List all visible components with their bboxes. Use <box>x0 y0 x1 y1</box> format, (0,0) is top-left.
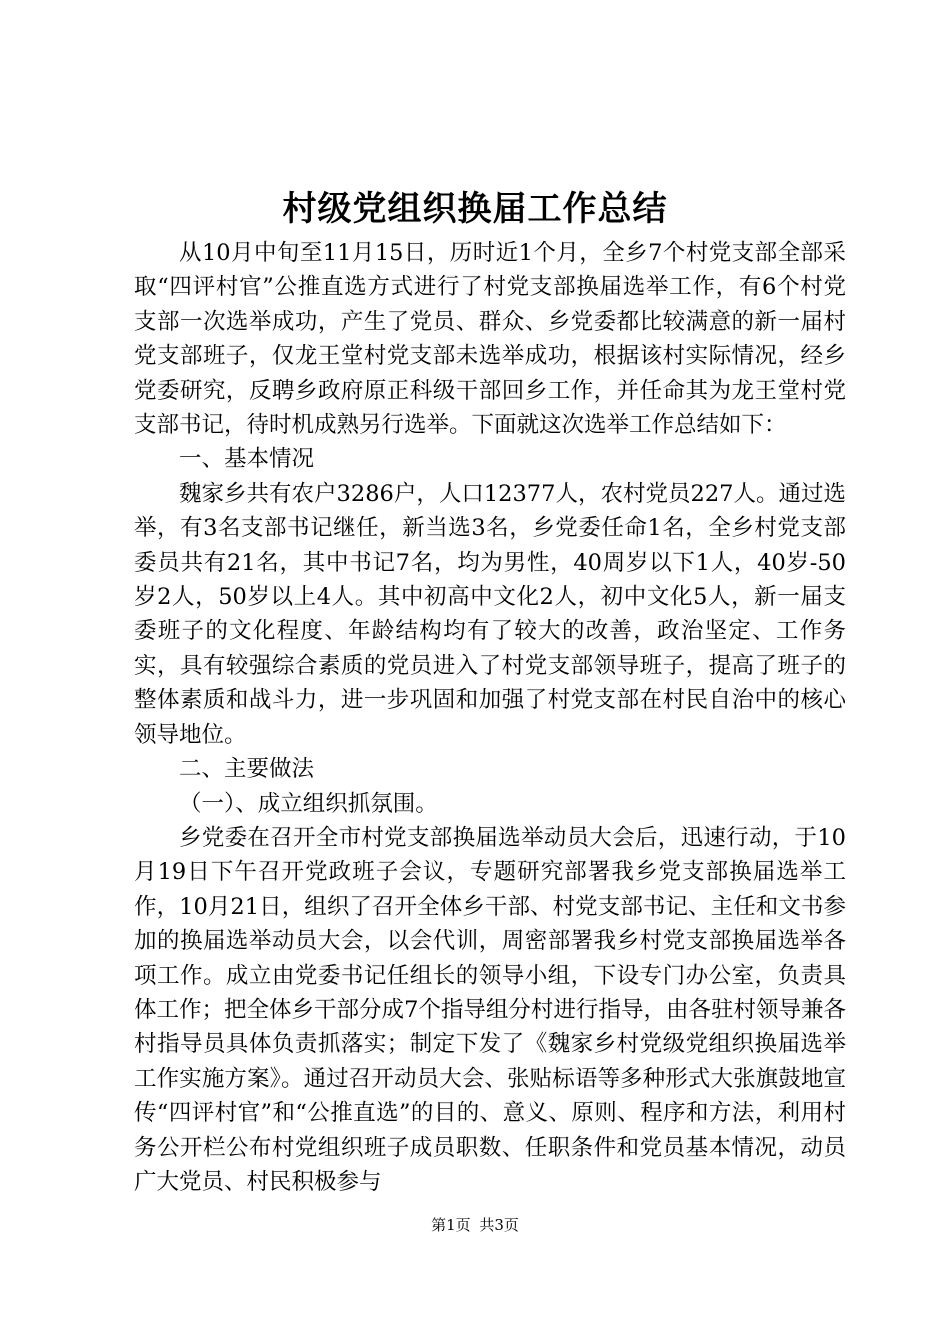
document-body <box>134 236 846 1199</box>
page-number: 第1页 <box>431 1216 471 1234</box>
paragraph-organization: 乡党委在召开全市村党支部换届选举动员大会后，迅速行动，于10月19日下午召开党政班子会议，专题研究部署我乡党支部换届选举工作，10月21日，组织了召开全体乡干部、村党支部书记、主任和文书参加的换届选举动员大会，以会代训，周密部署我乡村党支部换届选举各项工作。成立由党委书记任组长的领导小组，下设专门办公室，负责具体工作；把全体乡干部分成7个指导组分村进行指导，由各驻村领导兼各村指导员具体负责抓落实；制定下发了《魏家乡村党级党组织换届选举工作实施方案》。通过召开动员大会、张贴标语等多种形式大张旗鼓地宣传“四评村官”和“公推直选”的目的、意义、原则、程序和方法，利用村务公开栏公布村党组织班子成员职数、任职条件和党员基本情况，动员广大党员、村民积极参与 <box>134 824 846 1195</box>
page-total: 共3页 <box>479 1216 519 1234</box>
subsection-heading-organization: （一）、成立组织抓氛围。 <box>179 790 438 817</box>
page-footer <box>0 1215 950 1235</box>
section-heading-methods: 二、主要做法 <box>179 756 315 783</box>
section-heading-basic: 一、基本情况 <box>179 446 315 473</box>
paragraph-intro: 从10月中旬至11月15日，历时近1个月，全乡7个村党支部全部采取“四评村官”公推直选方式进行了村党支部换届选举工作，有6个村党支部一次选举成功，产生了党员、群众、乡党委都比较满意的新一届村党支部班子，仅龙王堂村党支部未选举成功，根据该村实际情况，经乡党委研究，反聘乡政府原正科级干部回乡工作，并任命其为龙王堂村党支部书记，待时机成熟另行选举。下面就这次选举工作总结如下： <box>134 240 846 439</box>
document-title: 村级党组织换届工作总结 <box>282 189 668 229</box>
paragraph-basic-situation: 魏家乡共有农户3286户，人口12377人，农村党员227人。通过选举，有3名支部书记继任，新当选3名，乡党委任命1名，全乡村党支部委员共有21名，其中书记7名，均为男性，40周岁以下1人，40岁-50岁2人，50岁以上4人。其中初高中文化2人，初中文化5人，新一届支委班子的文化程度、年龄结构均有了较大的改善，政治坚定、工作务实，具有较强综合素质的党员进入了村党支部领导班子，提高了班子的整体素质和战斗力，进一步巩固和加强了村党支部在村民自治中的核心领导地位。 <box>134 480 846 748</box>
